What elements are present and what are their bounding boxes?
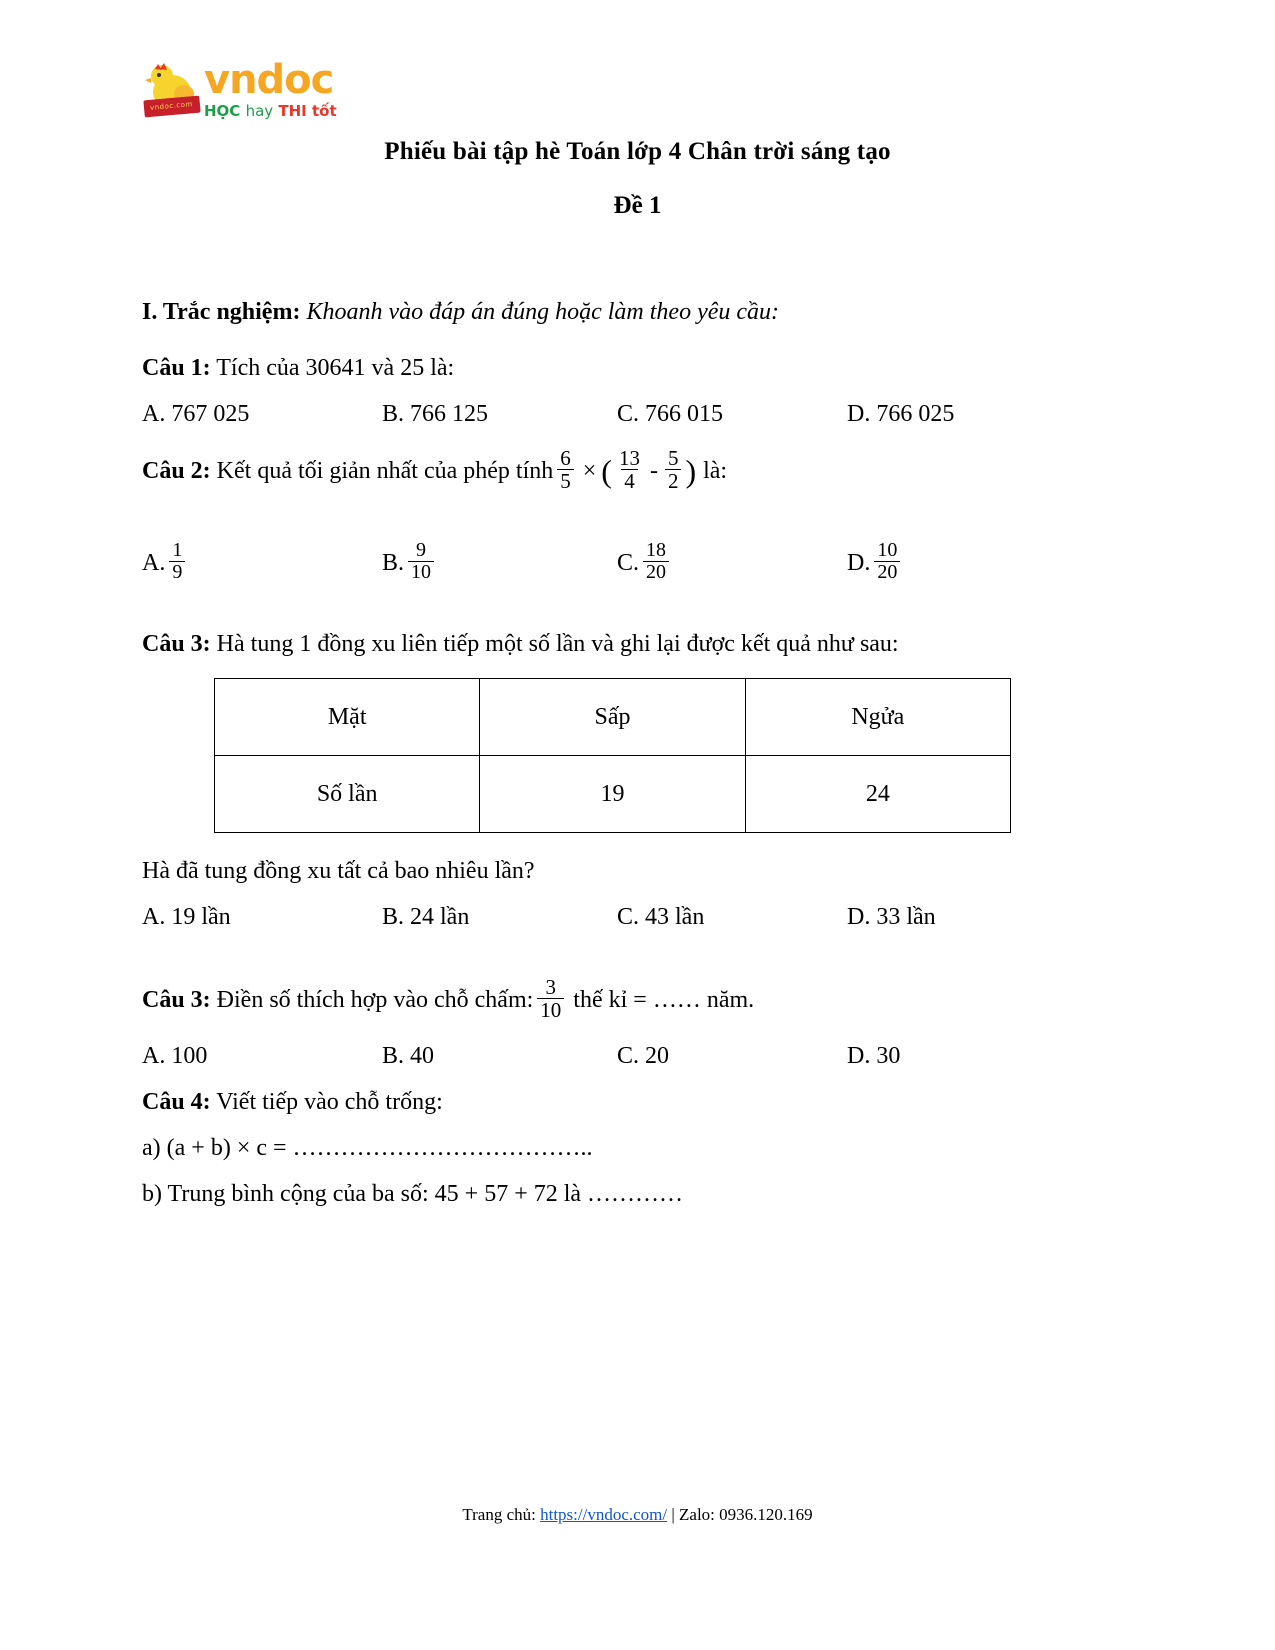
table-header-ngua: Ngửa xyxy=(745,679,1010,756)
footer-prefix: Trang chủ: xyxy=(462,1505,541,1524)
fraction-denominator: 10 xyxy=(408,561,434,583)
table-cell-ngua-count: 24 xyxy=(745,756,1010,833)
table-cell-sap-count: 19 xyxy=(480,756,745,833)
fraction-5-2 xyxy=(665,447,682,492)
paren-open: ( xyxy=(601,452,612,489)
question-4-text: Viết tiếp vào chỗ trống: xyxy=(216,1089,443,1116)
footer-suffix: | Zalo: 0936.120.169 xyxy=(667,1505,813,1524)
fraction-denominator: 4 xyxy=(621,469,638,492)
question-1 xyxy=(142,356,1142,380)
option-d-letter: D. xyxy=(847,549,871,576)
option-a[interactable]: A. 19 lần xyxy=(142,904,231,931)
question-3b xyxy=(142,977,1142,1022)
option-a-letter: A. xyxy=(142,549,166,576)
table-header-mat: Mặt xyxy=(215,679,480,756)
option-b[interactable]: B. 766 125 xyxy=(382,401,489,427)
fraction-denominator: 20 xyxy=(643,561,669,583)
tagline-hoc: HỌC xyxy=(204,102,241,120)
question-3a xyxy=(142,632,1142,656)
fraction-denominator: 20 xyxy=(874,561,900,583)
question-1-options xyxy=(142,402,1142,426)
coin-result-table-wrap xyxy=(214,678,1142,833)
fraction-numerator: 6 xyxy=(560,446,571,470)
option-b[interactable] xyxy=(382,541,617,584)
minus-symbol: - xyxy=(649,457,658,484)
option-c[interactable] xyxy=(617,541,847,584)
worksheet-content xyxy=(142,300,1142,1228)
fraction-numerator: 9 xyxy=(416,539,427,562)
option-b-fraction xyxy=(408,540,434,583)
question-4-part-a: a) (a + b) × c = ……………………………….. xyxy=(142,1135,593,1162)
fraction-3-10 xyxy=(537,976,564,1021)
option-d-fraction xyxy=(874,540,900,583)
coin-result-table xyxy=(214,678,1011,833)
question-3a-options xyxy=(142,905,1142,929)
question-3b-label: Câu 3: xyxy=(142,986,211,1013)
option-c[interactable]: C. 43 lần xyxy=(617,904,705,931)
fraction-6-5 xyxy=(557,447,574,492)
question-3a-followup: Hà đã tung đồng xu tất cả bao nhiêu lần? xyxy=(142,858,535,885)
tagline-hay: hay xyxy=(245,102,274,120)
logo-text xyxy=(204,57,337,120)
question-3a-label: Câu 3: xyxy=(142,631,211,658)
fraction-denominator: 2 xyxy=(665,469,682,492)
section-label: I. Trắc nghiệm: xyxy=(142,299,301,325)
fraction-numerator: 3 xyxy=(545,975,557,1000)
logo-tagline xyxy=(204,102,337,120)
fraction-13-4 xyxy=(616,447,643,492)
option-a[interactable]: A. 767 025 xyxy=(142,401,250,427)
question-3b-text: Điền số thích hợp vào chỗ chấm: xyxy=(216,986,534,1013)
footer-link[interactable]: https://vndoc.com/ xyxy=(540,1505,668,1524)
question-4-part-b: b) Trung bình cộng của ba số: 45 + 57 + 72 là ………… xyxy=(142,1181,684,1208)
logo-brand: vndoc xyxy=(204,57,334,103)
tagline-thi: THI xyxy=(278,102,307,120)
fraction-numerator: 13 xyxy=(618,446,640,470)
table-header-sap: Sấp xyxy=(480,679,745,756)
question-3b-options xyxy=(142,1044,1142,1068)
question-2-text: Kết quả tối giản nhất của phép tính xyxy=(216,457,554,484)
question-1-text: Tích của 30641 và 25 là: xyxy=(216,355,455,381)
question-3a-text: Hà tung 1 đồng xu liên tiếp một số lần và ghi lại được kết quả như sau: xyxy=(216,631,899,658)
option-a-fraction xyxy=(169,540,185,583)
section-instruction: Khoanh vào đáp án đúng hoặc làm theo yêu cầu: xyxy=(306,299,780,325)
option-d[interactable]: D. 33 lần xyxy=(847,904,936,931)
fraction-numerator: 1 xyxy=(172,539,183,562)
question-4 xyxy=(142,1090,1142,1114)
vndoc-logo xyxy=(142,58,432,128)
option-c-letter: C. xyxy=(617,549,640,576)
table-cell-so-lan: Số lần xyxy=(215,756,480,833)
question-2-text-after: là: xyxy=(703,457,728,484)
question-4-label: Câu 4: xyxy=(142,1089,211,1116)
question-3b-text-after: thế kỉ = …… năm. xyxy=(573,986,755,1013)
option-d[interactable]: D. 30 xyxy=(847,1043,901,1070)
option-a[interactable]: A. 100 xyxy=(142,1043,208,1070)
option-b[interactable]: B. 24 lần xyxy=(382,904,470,931)
fraction-denominator: 9 xyxy=(169,561,185,583)
logo-ribbon-text: vndoc.com xyxy=(149,100,194,112)
page-footer xyxy=(0,1505,1275,1525)
fraction-numerator: 5 xyxy=(667,446,679,470)
fraction-denominator: 10 xyxy=(537,998,564,1021)
option-c[interactable]: C. 766 015 xyxy=(617,401,724,427)
table-row xyxy=(215,756,1011,833)
option-b[interactable]: B. 40 xyxy=(382,1043,435,1070)
option-d[interactable]: D. 766 025 xyxy=(847,401,955,427)
question-2-options xyxy=(142,541,1142,584)
page-title: Phiếu bài tập hè Toán lớp 4 Chân trời sáng tạo xyxy=(384,138,891,165)
section-heading xyxy=(142,300,1142,324)
option-b-letter: B. xyxy=(382,549,405,576)
fraction-denominator: 5 xyxy=(557,469,574,492)
question-2-label: Câu 2: xyxy=(142,457,211,484)
table-row xyxy=(215,679,1011,756)
page-subtitle: Đề 1 xyxy=(613,192,662,219)
option-c-fraction xyxy=(643,540,669,583)
question-2 xyxy=(142,448,1142,493)
tagline-tot: tốt xyxy=(311,102,337,120)
question-1-label: Câu 1: xyxy=(142,355,211,381)
paren-close: ) xyxy=(685,452,697,489)
option-d[interactable] xyxy=(847,541,1047,584)
fraction-numerator: 10 xyxy=(877,539,898,562)
fraction-numerator: 18 xyxy=(646,539,667,562)
option-c[interactable]: C. 20 xyxy=(617,1043,670,1070)
option-a[interactable] xyxy=(142,541,382,584)
multiply-symbol: × xyxy=(582,457,597,484)
